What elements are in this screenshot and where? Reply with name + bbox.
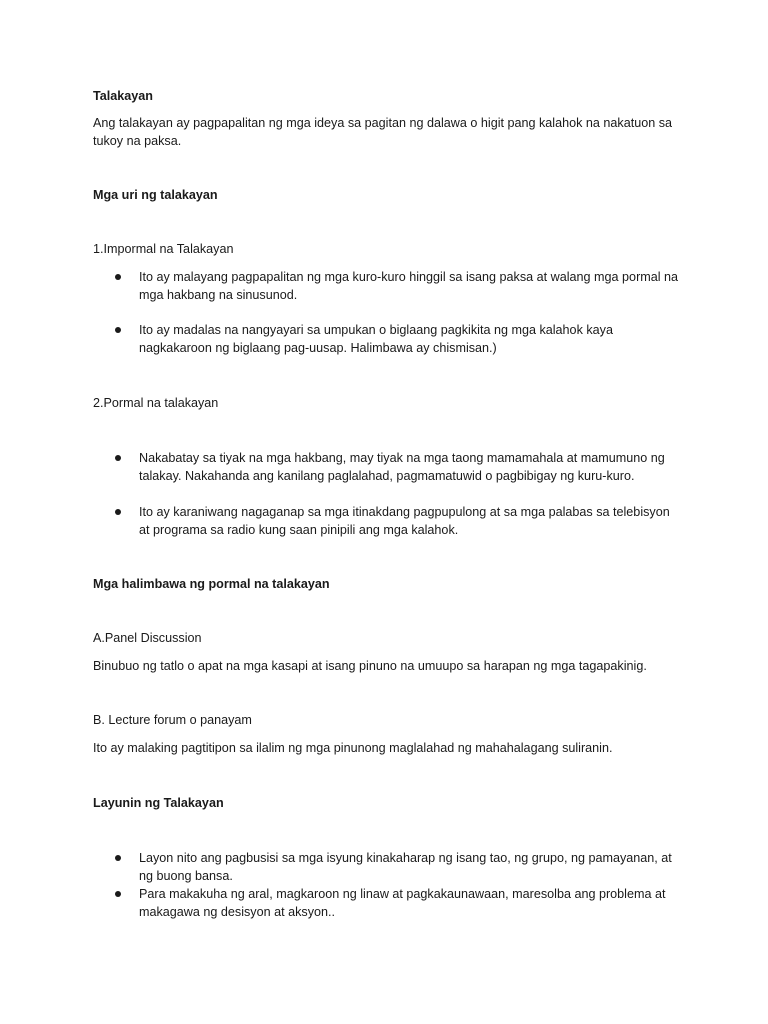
examples-heading: Mga halimbawa ng pormal na talakayan: [93, 577, 330, 591]
document-title: Talakayan: [93, 89, 153, 103]
informal-bullet-list: [93, 268, 683, 357]
list-item: [93, 503, 683, 539]
goals-heading: Layunin ng Talakayan: [93, 796, 224, 810]
list-item: [93, 268, 683, 304]
lecture-text: Ito ay malaking pagtitipon sa ilalim ng mga pinunong maglalahad ng mahahalagang suliranin.: [93, 741, 613, 755]
lecture-heading: B. Lecture forum o panayam: [93, 713, 252, 727]
bullet-icon: [115, 891, 121, 897]
formal-heading: 2.Pormal na talakayan: [93, 396, 219, 410]
list-item: [93, 449, 683, 485]
bullet-icon: [115, 327, 121, 333]
definition-paragraph: Ang talakayan ay pagpapalitan ng mga ideya sa pagitan ng dalawa o higit pang kalahok na nakatuon sa tukoy na paksa.: [93, 116, 673, 148]
formal-bullet-list: [93, 449, 683, 539]
informal-heading: 1.Impormal na Talakayan: [93, 242, 234, 256]
list-item: [93, 321, 683, 357]
panel-text: Binubuo ng tatlo o apat na mga kasapi at isang pinuno na umuupo sa harapan ng mga tagapakinig.: [93, 659, 647, 673]
types-heading: Mga uri ng talakayan: [93, 188, 218, 202]
bullet-icon: [115, 855, 121, 861]
goals-bullet-list: [93, 849, 683, 921]
bullet-text: Layon nito ang pagbusisi sa mga isyung kinakaharap ng isang tao, ng grupo, ng pamayanan, at ng buong bansa.: [139, 851, 672, 883]
bullet-icon: [115, 274, 121, 280]
bullet-text: Para makakuha ng aral, magkaroon ng linaw at pagkakaunawaan, maresolba ang problema at makagawa ng desisyon at aksyon..: [139, 887, 666, 919]
bullet-text: Ito ay madalas na nangyayari sa umpukan o biglaang pagkikita ng mga kalahok kaya nagkakaroon ng biglaang pag-uusap. Halimbawa ay chismisan.): [139, 323, 613, 355]
bullet-text: Ito ay malayang pagpapalitan ng mga kuro-kuro hinggil sa isang paksa at walang mga pormal na mga hakbang na sinusunod.: [139, 270, 679, 302]
list-item: [93, 885, 683, 921]
bullet-text: Ito ay karaniwang nagaganap sa mga itinakdang pagpupulong at sa mga palabas sa telebisyon at programa sa radio kung saan pinipili ang mga kalahok.: [139, 505, 670, 537]
list-item: [93, 849, 683, 885]
bullet-text: Nakabatay sa tiyak na mga hakbang, may tiyak na mga taong mamamahala at mamumuno ng talakay. Nakahanda ang kanilang paglalahad, pagmamatuwid o pagbibigay ng kuru-kuro.: [139, 451, 665, 483]
panel-heading: A.Panel Discussion: [93, 631, 202, 645]
bullet-icon: [115, 509, 121, 515]
bullet-icon: [115, 455, 121, 461]
